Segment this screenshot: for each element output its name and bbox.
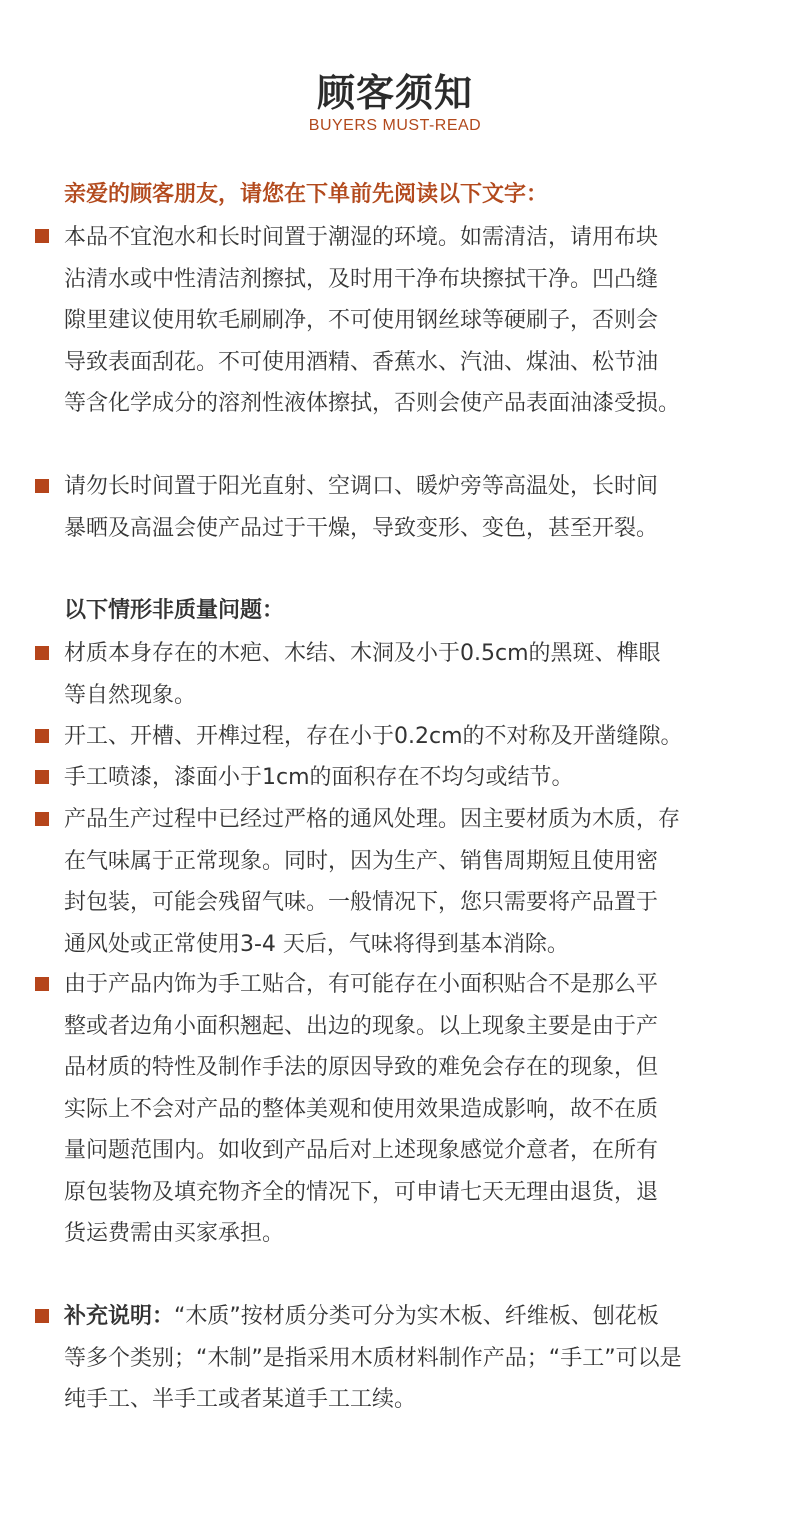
non-quality-item-2 — [64, 716, 683, 758]
square-bullet-icon — [35, 479, 49, 493]
square-bullet-icon — [35, 646, 49, 660]
page-title: 顾客须知 — [316, 71, 473, 115]
line: 材质本身存在的木疤、木结、木洞及小于0.5cm的黑斑、榫眼 — [64, 641, 661, 666]
intro-text: 亲爱的顾客朋友，请您在下单前先阅读以下文字： — [64, 182, 549, 207]
line: 原包装物及填充物齐全的情况下，可申请七天无理由退货，退 — [64, 1179, 659, 1205]
line: 封包装，可能会残留气味。一般情况下，您只需要将产品置于 — [64, 890, 659, 915]
line: 沾清水或中性清洁剂擦拭，及时用干净布块擦拭干净。凹凸缝 — [64, 266, 659, 292]
line: 整或者边角小面积翘起、出边的现象。以上现象主要是由于产 — [64, 1013, 659, 1039]
supplement-text: “木质”按材质分类可分为实木板、纤维板、刨花板 — [174, 1304, 659, 1329]
supplement-note — [64, 1296, 682, 1421]
square-bullet-icon — [35, 229, 49, 243]
line: 导致表面刮花。不可使用酒精、香蕉水、汽油、煤油、松节油 — [64, 349, 659, 375]
non-quality-item-5 — [64, 964, 658, 1255]
line: 本品不宜泡水和长时间置于潮湿的环境。如需清洁，请用布块 — [64, 225, 659, 250]
line: 量问题范围内。如收到产品后对上述现象感觉介意者，在所有 — [64, 1138, 659, 1163]
line — [64, 1296, 682, 1338]
line: 手工喷漆，漆面小于1cm的面积存在不均匀或结节。 — [64, 765, 574, 790]
square-bullet-icon — [35, 812, 49, 826]
line: 品材质的特性及制作手法的原因导致的难免会存在的现象，但 — [64, 1055, 659, 1080]
line: 隙里建议使用软毛刷刷净，不可使用钢丝球等硬刷子，否则会 — [64, 308, 659, 333]
square-bullet-icon — [35, 729, 49, 743]
line: 暴晒及高温会使产品过于干燥，导致变形、变色，甚至开裂。 — [64, 515, 659, 541]
line: 实际上不会对产品的整体美观和使用效果造成影响，故不在质 — [64, 1096, 659, 1122]
line: 等自然现象。 — [64, 682, 197, 708]
line: 等含化学成分的溶剂性液体擦拭，否则会使产品表面油漆受损。 — [64, 391, 681, 416]
care-item-2 — [64, 466, 658, 549]
page-subtitle: BUYERS MUST-READ — [308, 117, 482, 134]
non-quality-item-4 — [64, 799, 680, 965]
line: 纯手工、半手工或者某道手工工续。 — [64, 1387, 417, 1412]
non-quality-item-3 — [64, 757, 574, 799]
square-bullet-icon — [35, 770, 49, 784]
line: 产品生产过程中已经过严格的通风处理。因主要材质为木质，存 — [64, 807, 681, 832]
non-quality-heading: 以下情形非质量问题： — [64, 598, 285, 623]
line: 通风处或正常使用3-4 天后，气味将得到基本消除。 — [64, 931, 569, 957]
line: 开工、开槽、开榫过程，存在小于0.2cm的不对称及开凿缝隙。 — [64, 724, 683, 749]
line: 在气味属于正常现象。同时，因为生产、销售周期短且使用密 — [64, 848, 659, 874]
supplement-label: 补充说明： — [64, 1304, 175, 1329]
line: 由于产品内饰为手工贴合，有可能存在小面积贴合不是那么平 — [64, 972, 659, 997]
square-bullet-icon — [35, 1309, 49, 1323]
line: 货运费需由买家承担。 — [64, 1221, 285, 1246]
non-quality-item-1 — [64, 633, 661, 716]
line: 等多个类别；“木制”是指采用木质材料制作产品；“手工”可以是 — [64, 1345, 682, 1371]
square-bullet-icon — [35, 977, 49, 991]
care-item-1 — [64, 217, 680, 425]
line: 请勿长时间置于阳光直射、空调口、暖炉旁等高温处，长时间 — [64, 474, 659, 499]
